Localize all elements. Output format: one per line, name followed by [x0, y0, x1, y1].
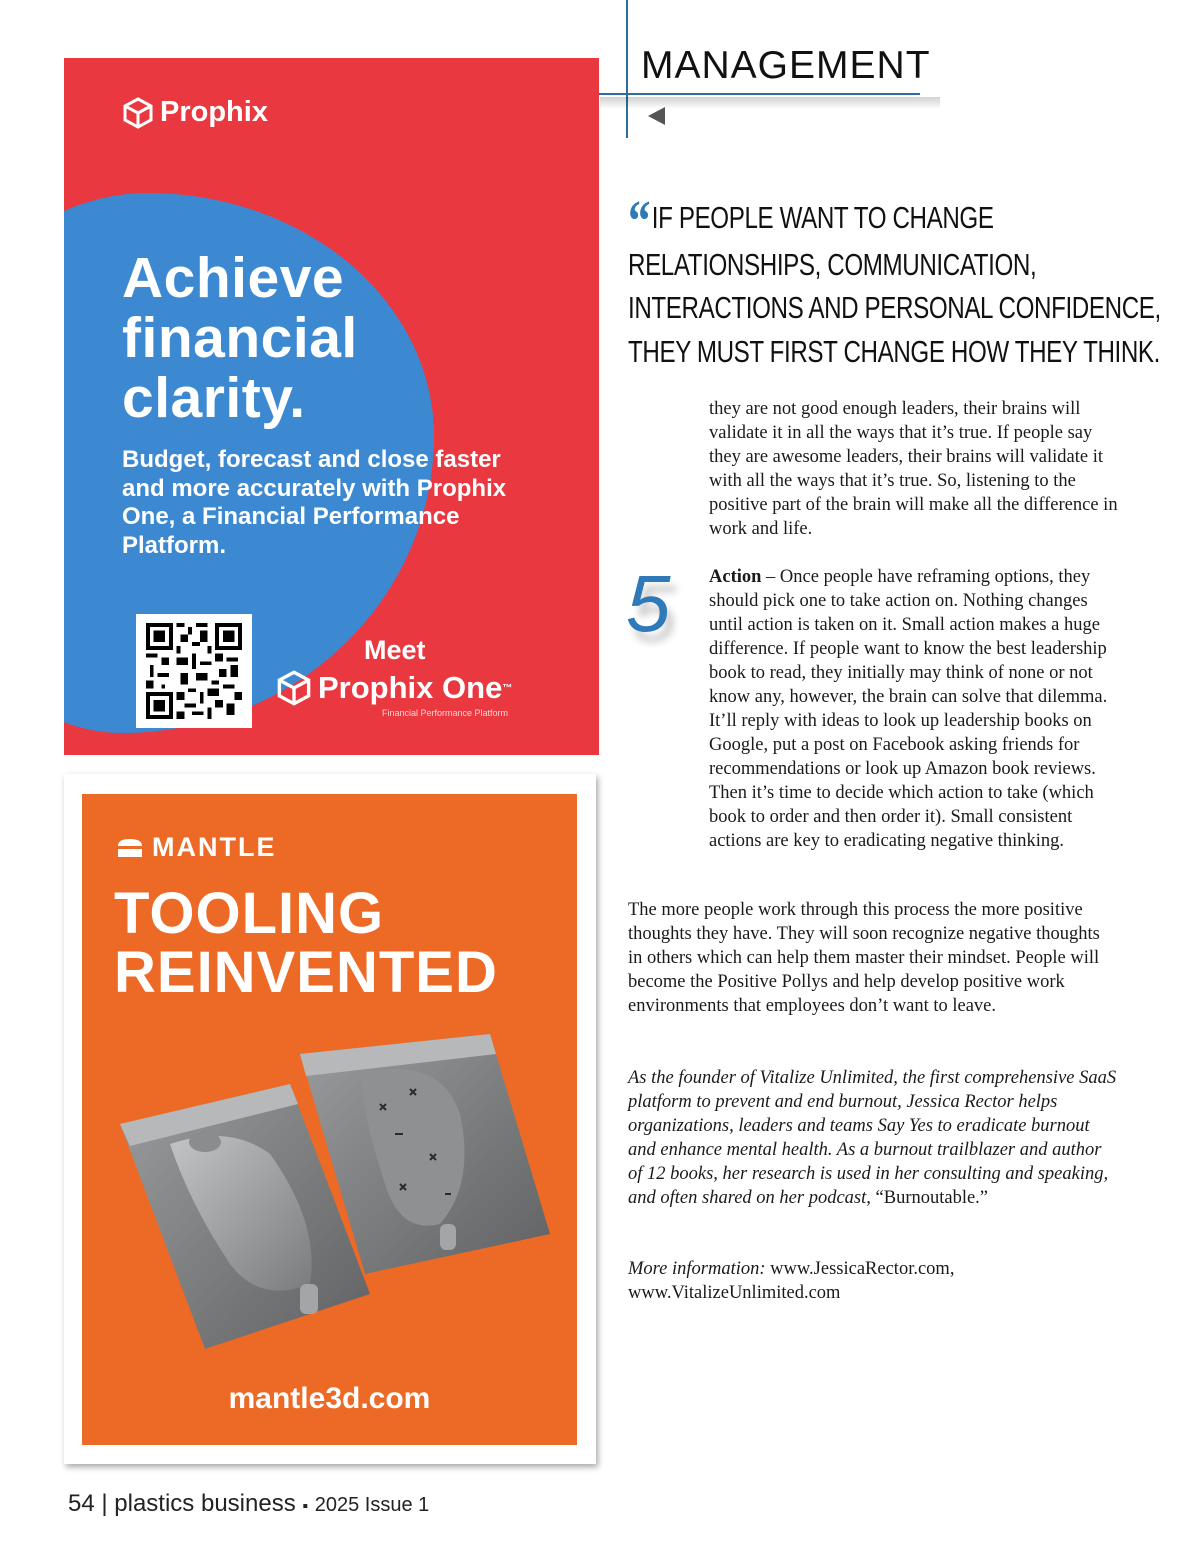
more-information-links[interactable]: www.JessicaRector.com, www.VitalizeUnlimited.com — [628, 1259, 955, 1303]
mantle-brand-name: MANTLE — [152, 832, 277, 862]
back-arrow-icon[interactable] — [648, 107, 665, 125]
prophix-one-tagline: Financial Performance Platform — [382, 708, 509, 718]
mold-tooling-image — [110, 1034, 550, 1364]
pull-quote-line: INTERACTIONS AND PERSONAL CONFIDENCE, — [628, 290, 1161, 325]
issue-label: 2025 Issue 1 — [314, 1494, 430, 1516]
step-number: 5 — [626, 559, 671, 648]
pull-quote-line — [628, 188, 1002, 253]
prophix-advertisement[interactable] — [64, 58, 599, 755]
header-horizontal-rule — [598, 93, 920, 95]
mantle-logo-icon — [116, 837, 144, 859]
pull-quote-line: RELATIONSHIPS, COMMUNICATION, — [628, 246, 1037, 282]
more-information-label: More information: — [628, 1259, 766, 1279]
qr-code-icon — [145, 623, 243, 719]
quote-mark-icon: “ — [628, 188, 651, 253]
pull-quote — [628, 188, 1161, 373]
headline-line: REINVENTED — [114, 940, 498, 1005]
prophix-one-name: Prophix One — [318, 670, 503, 705]
step-title: Action — [709, 567, 762, 587]
headline-line: TOOLING — [114, 881, 385, 946]
qr-code[interactable] — [136, 614, 252, 728]
podcast-name: “Burnoutable.” — [870, 1188, 989, 1208]
meet-label: Meet — [364, 635, 426, 665]
mantle-logo — [116, 832, 276, 863]
prophix-brand-name: Prophix — [160, 96, 268, 128]
prophix-one-logo: Prophix One ™ — [276, 670, 512, 706]
article-paragraph: The more people work through this process the more positive thoughts they have. They will soon recognize negative thoughts in others which can help them master their mindset. People will become the Positive Pollys and help develop positive work environments that employees don’t want to leave. — [628, 900, 1100, 1016]
pull-quote-line: THEY MUST FIRST CHANGE HOW THEY THINK. — [628, 333, 1160, 369]
headline-line: Achieve — [122, 246, 345, 310]
author-bio — [628, 1066, 1118, 1210]
prophix-one-cube-icon — [276, 670, 312, 706]
step-text: – Once people have reframing options, they should pick one to take action on. Nothing changes until action is taken on it. Small action makes a huge difference. If people want to know the best leadership book to read, they initially may think of none or not know any, however, the brain can solve that dilemma. It’ll reply with ideas to look up leadership books on Google, put a post on Facebook asking friends for recommendations or look up Amazon book reviews. Then it’s time to decide which action to take (which book to order and then order it). Small consistent actions are key to eradicating negative thinking. — [709, 567, 1108, 851]
headline-line: clarity. — [122, 366, 306, 430]
prophix-body-copy: Budget, forecast and close faster and more accurately with Prophix One, a Financial Performance Platform. — [122, 446, 507, 559]
page-number: 54 — [68, 1490, 95, 1517]
mantle-url-link[interactable]: mantle3d.com — [228, 1382, 431, 1415]
header-vertical-rule — [626, 0, 628, 138]
footer-separator: | — [101, 1490, 108, 1517]
article-step-paragraph — [709, 565, 1119, 853]
author-bio-text: As the founder of Vitalize Unlimited, the first comprehensive SaaS platform to prevent and end burnout, Jessica Rector helps organizations, leaders and teams Say Yes to eradicate burnout and enhance mental health. As a burnout trailblazer and author of 12 books, her research is used in her consulting and speaking, and often shared on her podcast, — [628, 1068, 1117, 1208]
footer-bullet: ▪ — [302, 1498, 309, 1515]
mantle-advertisement[interactable] — [82, 794, 577, 1445]
prophix-headline — [122, 248, 358, 428]
prophix-logo — [122, 96, 268, 129]
article-paragraph: they are not good enough leaders, their brains will validate it in all the ways that it’s true. If people say they are awesome leaders, their brains will validate it with all the ways that it’s true. So, listening to the positive part of the brain will make all the difference in work and life. — [709, 399, 1118, 539]
page-footer — [68, 1490, 429, 1518]
pull-quote-text: IF PEOPLE WANT TO CHANGE — [651, 200, 994, 235]
mantle-headline — [114, 881, 498, 1005]
headline-line: financial — [122, 306, 358, 370]
section-title: MANAGEMENT — [641, 44, 931, 87]
more-information — [628, 1257, 1118, 1305]
publication-name: plastics business — [114, 1490, 296, 1517]
prophix-cube-icon — [122, 97, 154, 129]
